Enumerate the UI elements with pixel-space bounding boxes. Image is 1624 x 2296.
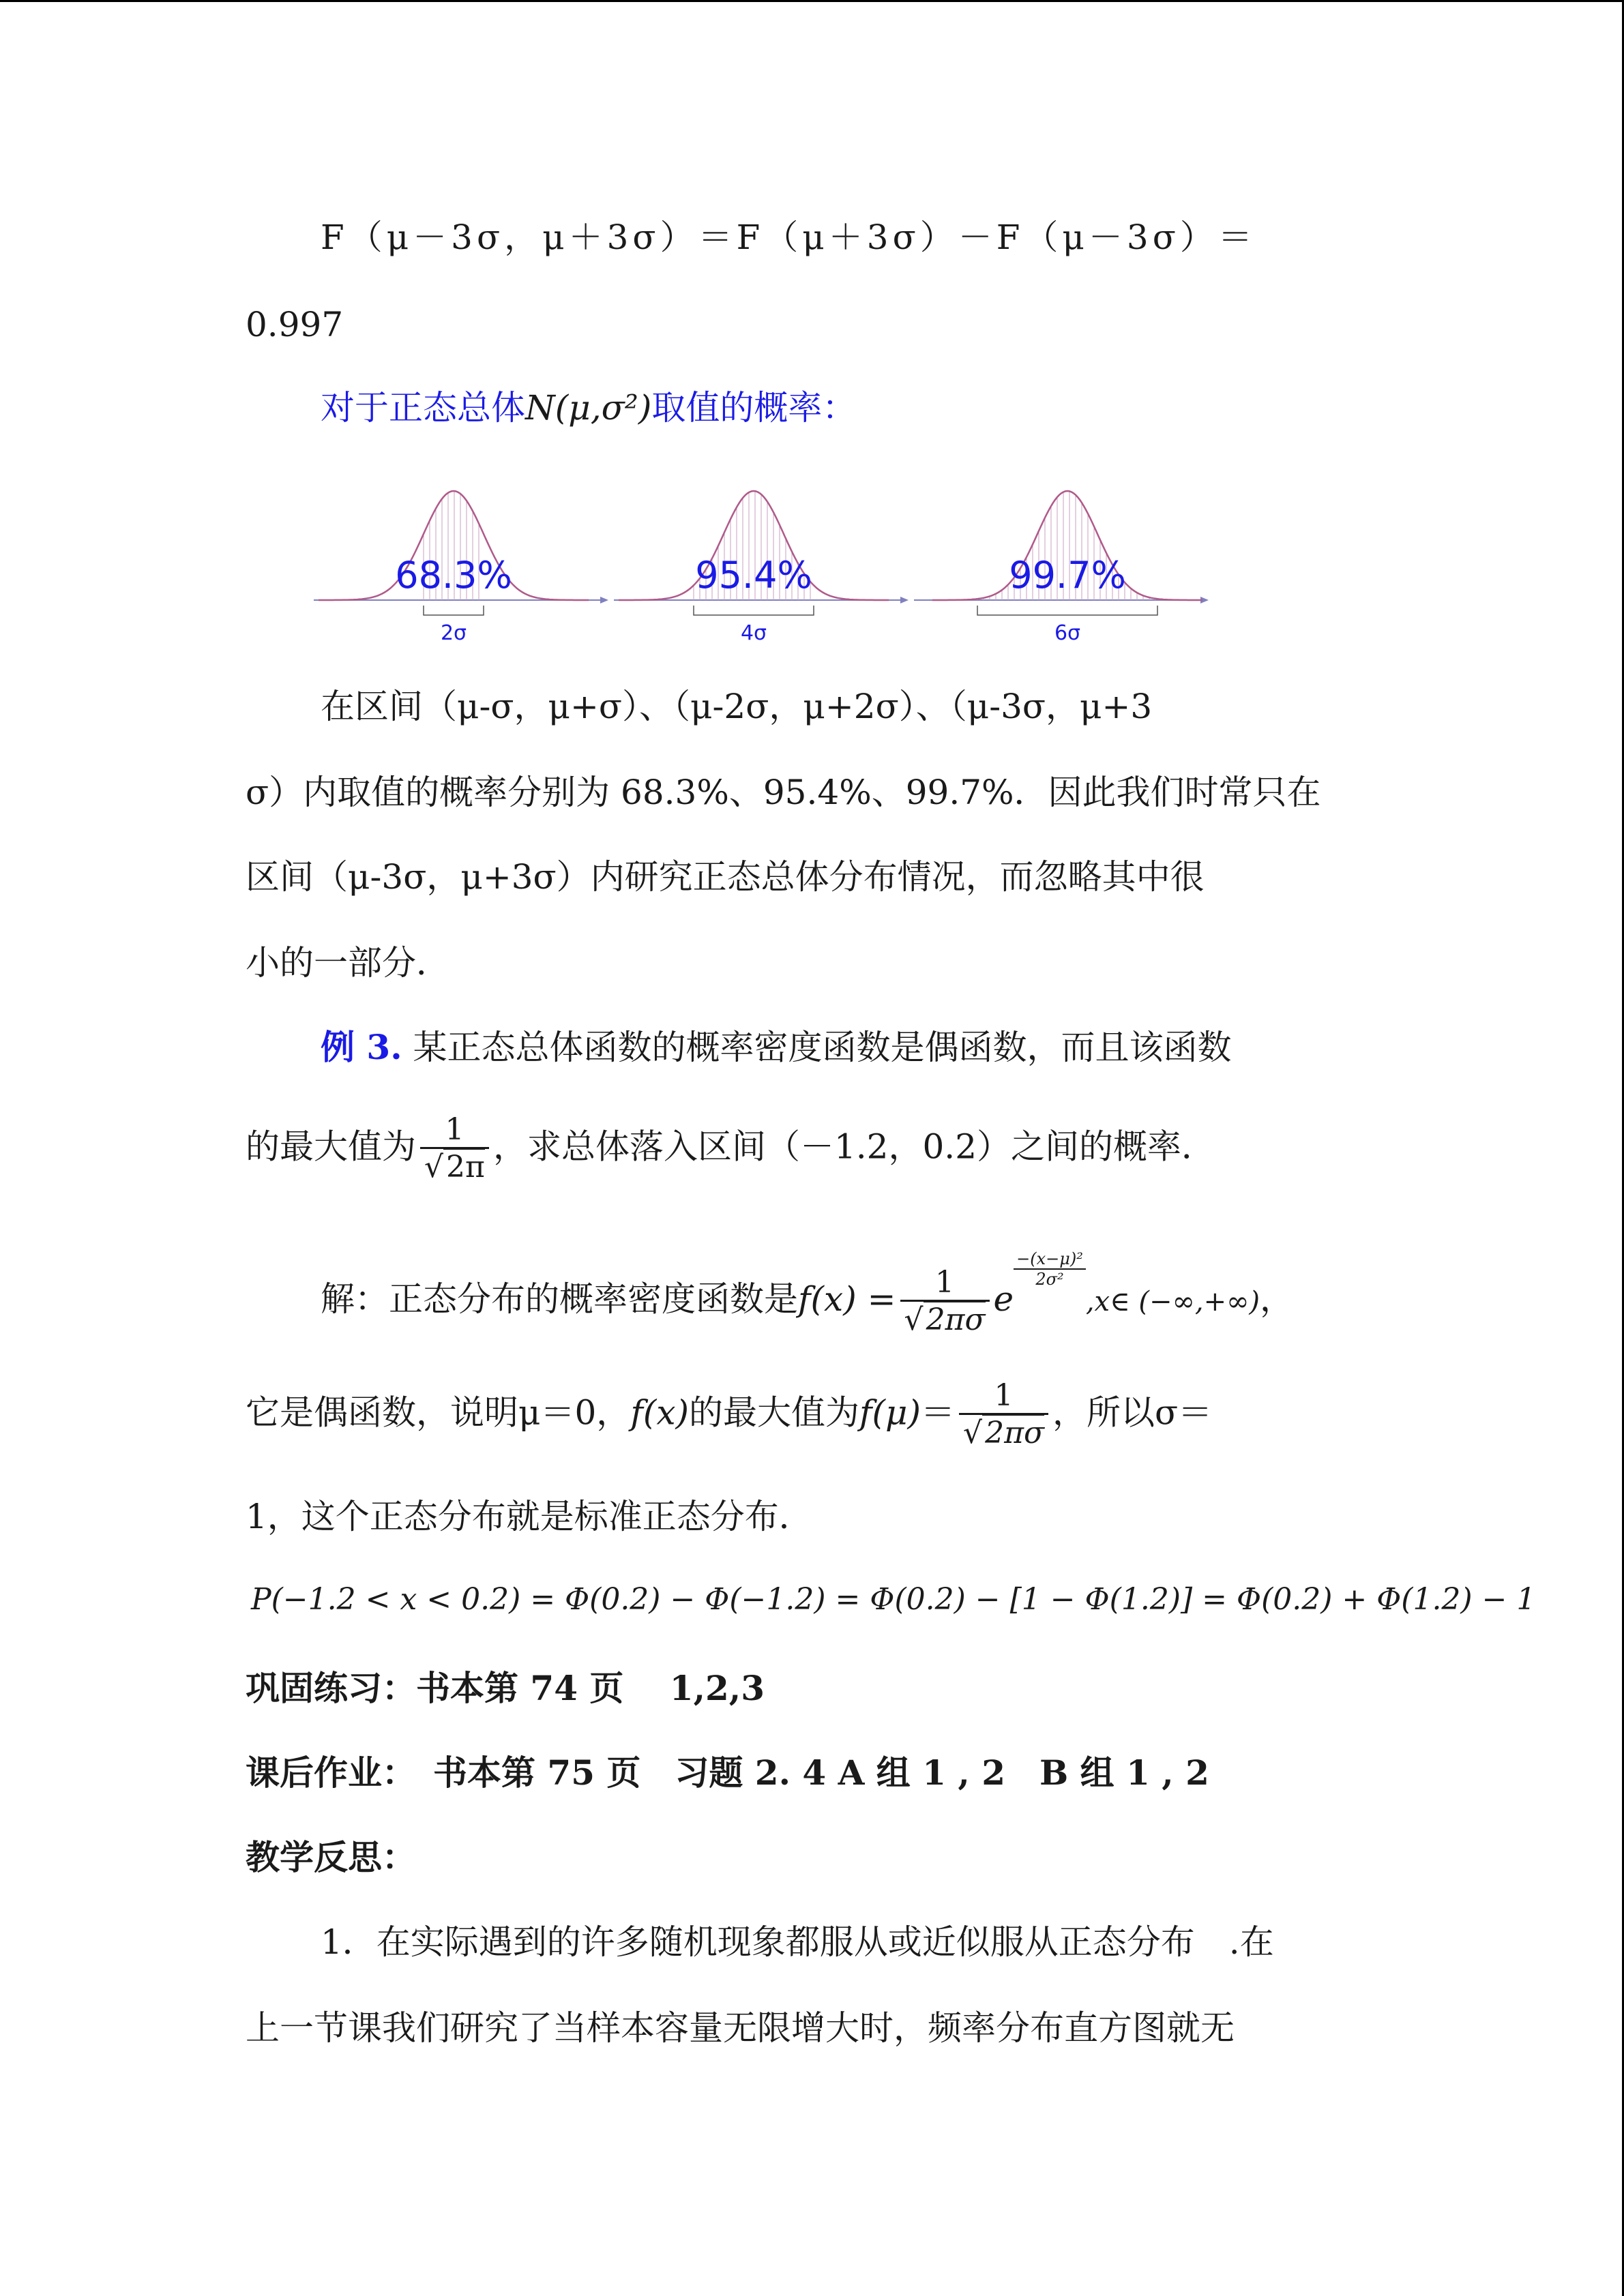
solution-domain: ,x∈ (−∞,+∞) [1085,1286,1260,1317]
formula-line-1: F（μ－3σ，μ＋3σ）＝F（μ＋3σ）－F（μ－3σ）＝ [321,218,1256,257]
example3-max-suffix: ，求总体落入区间（－1.2，0.2）之间的概率． [492,1127,1216,1167]
practice-line: 巩固练习：书本第 74 页 1,2,3 [246,1668,765,1708]
solution-line2-b: 的最大值为 [689,1392,860,1433]
section-heading-suffix: 取值的概率： [651,388,857,428]
example3-frac-num: 1 [445,1112,464,1147]
curve-panel-3 [914,491,1209,645]
solution-line1-end: ， [1260,1279,1295,1319]
solution-exponent [1014,1249,1086,1289]
solution-exp-sign: − [1016,1249,1031,1268]
sqrt-icon: √ [904,1302,924,1337]
solution-frac-den: 2πσ [924,1300,986,1337]
range-bracket-3 [977,606,1157,615]
solution-prefix: 解：正态分布的概率密度函数是 [321,1279,798,1319]
example3-fraction [420,1113,489,1186]
solution-line2-fmu: f(μ) [859,1392,921,1433]
formula-line-1-value: 0.997 [246,305,344,344]
curve-panel-2 [614,491,909,645]
solution-line2-den: 2πσ [982,1414,1044,1450]
para1-line1: 在区间（μ-σ，μ+σ）、（μ-2σ，μ+2σ）、（μ-3σ，μ+3 [321,687,1153,726]
axis-arrow-icon [600,597,608,603]
homework-line: 课后作业： 书本第 75 页 习题 2. 4 A 组 1 , 2 B 组 1 , 2 [246,1753,1209,1793]
section-heading [321,387,1378,428]
solution-exp-base: e [993,1279,1014,1319]
probability-equation: P(−1.2 < x < 0.2) = Φ(0.2) − Φ(−1.2) = Φ(0.2) − [1 − Φ(1.2)] = Φ(0.2) + Φ(1.2) − 1 [251,1582,1536,1617]
solution-line2-fx: f(x) [630,1392,690,1433]
example3-label: 例 3. [321,1027,402,1067]
para1-line4: 小的一部分． [246,943,450,983]
section-heading-prefix: 对于正态总体 [321,388,525,428]
solution-line2-c: ，所以σ＝ [1052,1392,1213,1433]
solution-line3: 1，这个正态分布就是标准正态分布． [246,1497,813,1536]
solution-fraction [900,1266,990,1339]
solution-exp-num: (x−μ)² [1030,1249,1083,1268]
example3-line2 [246,1113,1378,1186]
page-border-top [0,0,1624,2]
coverage-label-2: 95.4% [695,554,812,597]
reflection-line1: 1．在实际遇到的许多随机现象都服从或近似服从正态分布 .在 [321,1922,1274,1962]
curve-panel-1 [314,491,608,645]
coverage-label-3: 99.7% [1009,554,1126,597]
range-bracket-1 [424,606,484,615]
solution-frac-num: 1 [935,1264,955,1300]
sqrt-icon: √ [963,1416,983,1450]
sigma-label-1: 2σ [440,621,467,645]
solution-f-lhs: f(x) = [798,1279,896,1319]
sigma-label-3: 6σ [1054,621,1081,645]
normal-distribution-figure [314,457,1228,661]
solution-line2-eq: ＝ [921,1392,956,1433]
example3-line1 [321,1027,1378,1068]
example3-frac-den: 2π [443,1148,485,1184]
solution-line1 [321,1249,1378,1339]
solution-line2-num: 1 [994,1378,1014,1413]
reflection-line2: 上一节课我们研究了当样本容量无限增大时，频率分布直方图就无 [246,2008,1235,2048]
example3-text: 某正态总体函数的概率密度函数是偶函数，而且该函数 [413,1028,1232,1067]
coverage-label-1: 68.3% [395,554,512,597]
solution-line2-a: 它是偶函数，说明μ＝0， [246,1392,631,1433]
solution-exp-den: 2σ² [1014,1268,1086,1289]
section-heading-math: N(μ,σ²) [525,388,652,428]
sqrt-icon: √ [424,1150,444,1184]
axis-arrow-icon [900,597,909,603]
para1-line2: σ）内取值的概率分别为 68.3%、95.4%、99.7%．因此我们时常只在 [246,773,1321,812]
example3-max-prefix: 的最大值为 [246,1127,416,1167]
solution-line2-fraction [959,1379,1048,1452]
para1-line3: 区间（μ-3σ，μ+3σ）内研究正态总体分布情况，而忽略其中很 [246,857,1205,897]
reflection-title: 教学反思： [246,1837,416,1877]
range-bracket-2 [694,606,814,615]
solution-line2 [246,1379,1378,1452]
sigma-label-2: 4σ [740,621,767,645]
